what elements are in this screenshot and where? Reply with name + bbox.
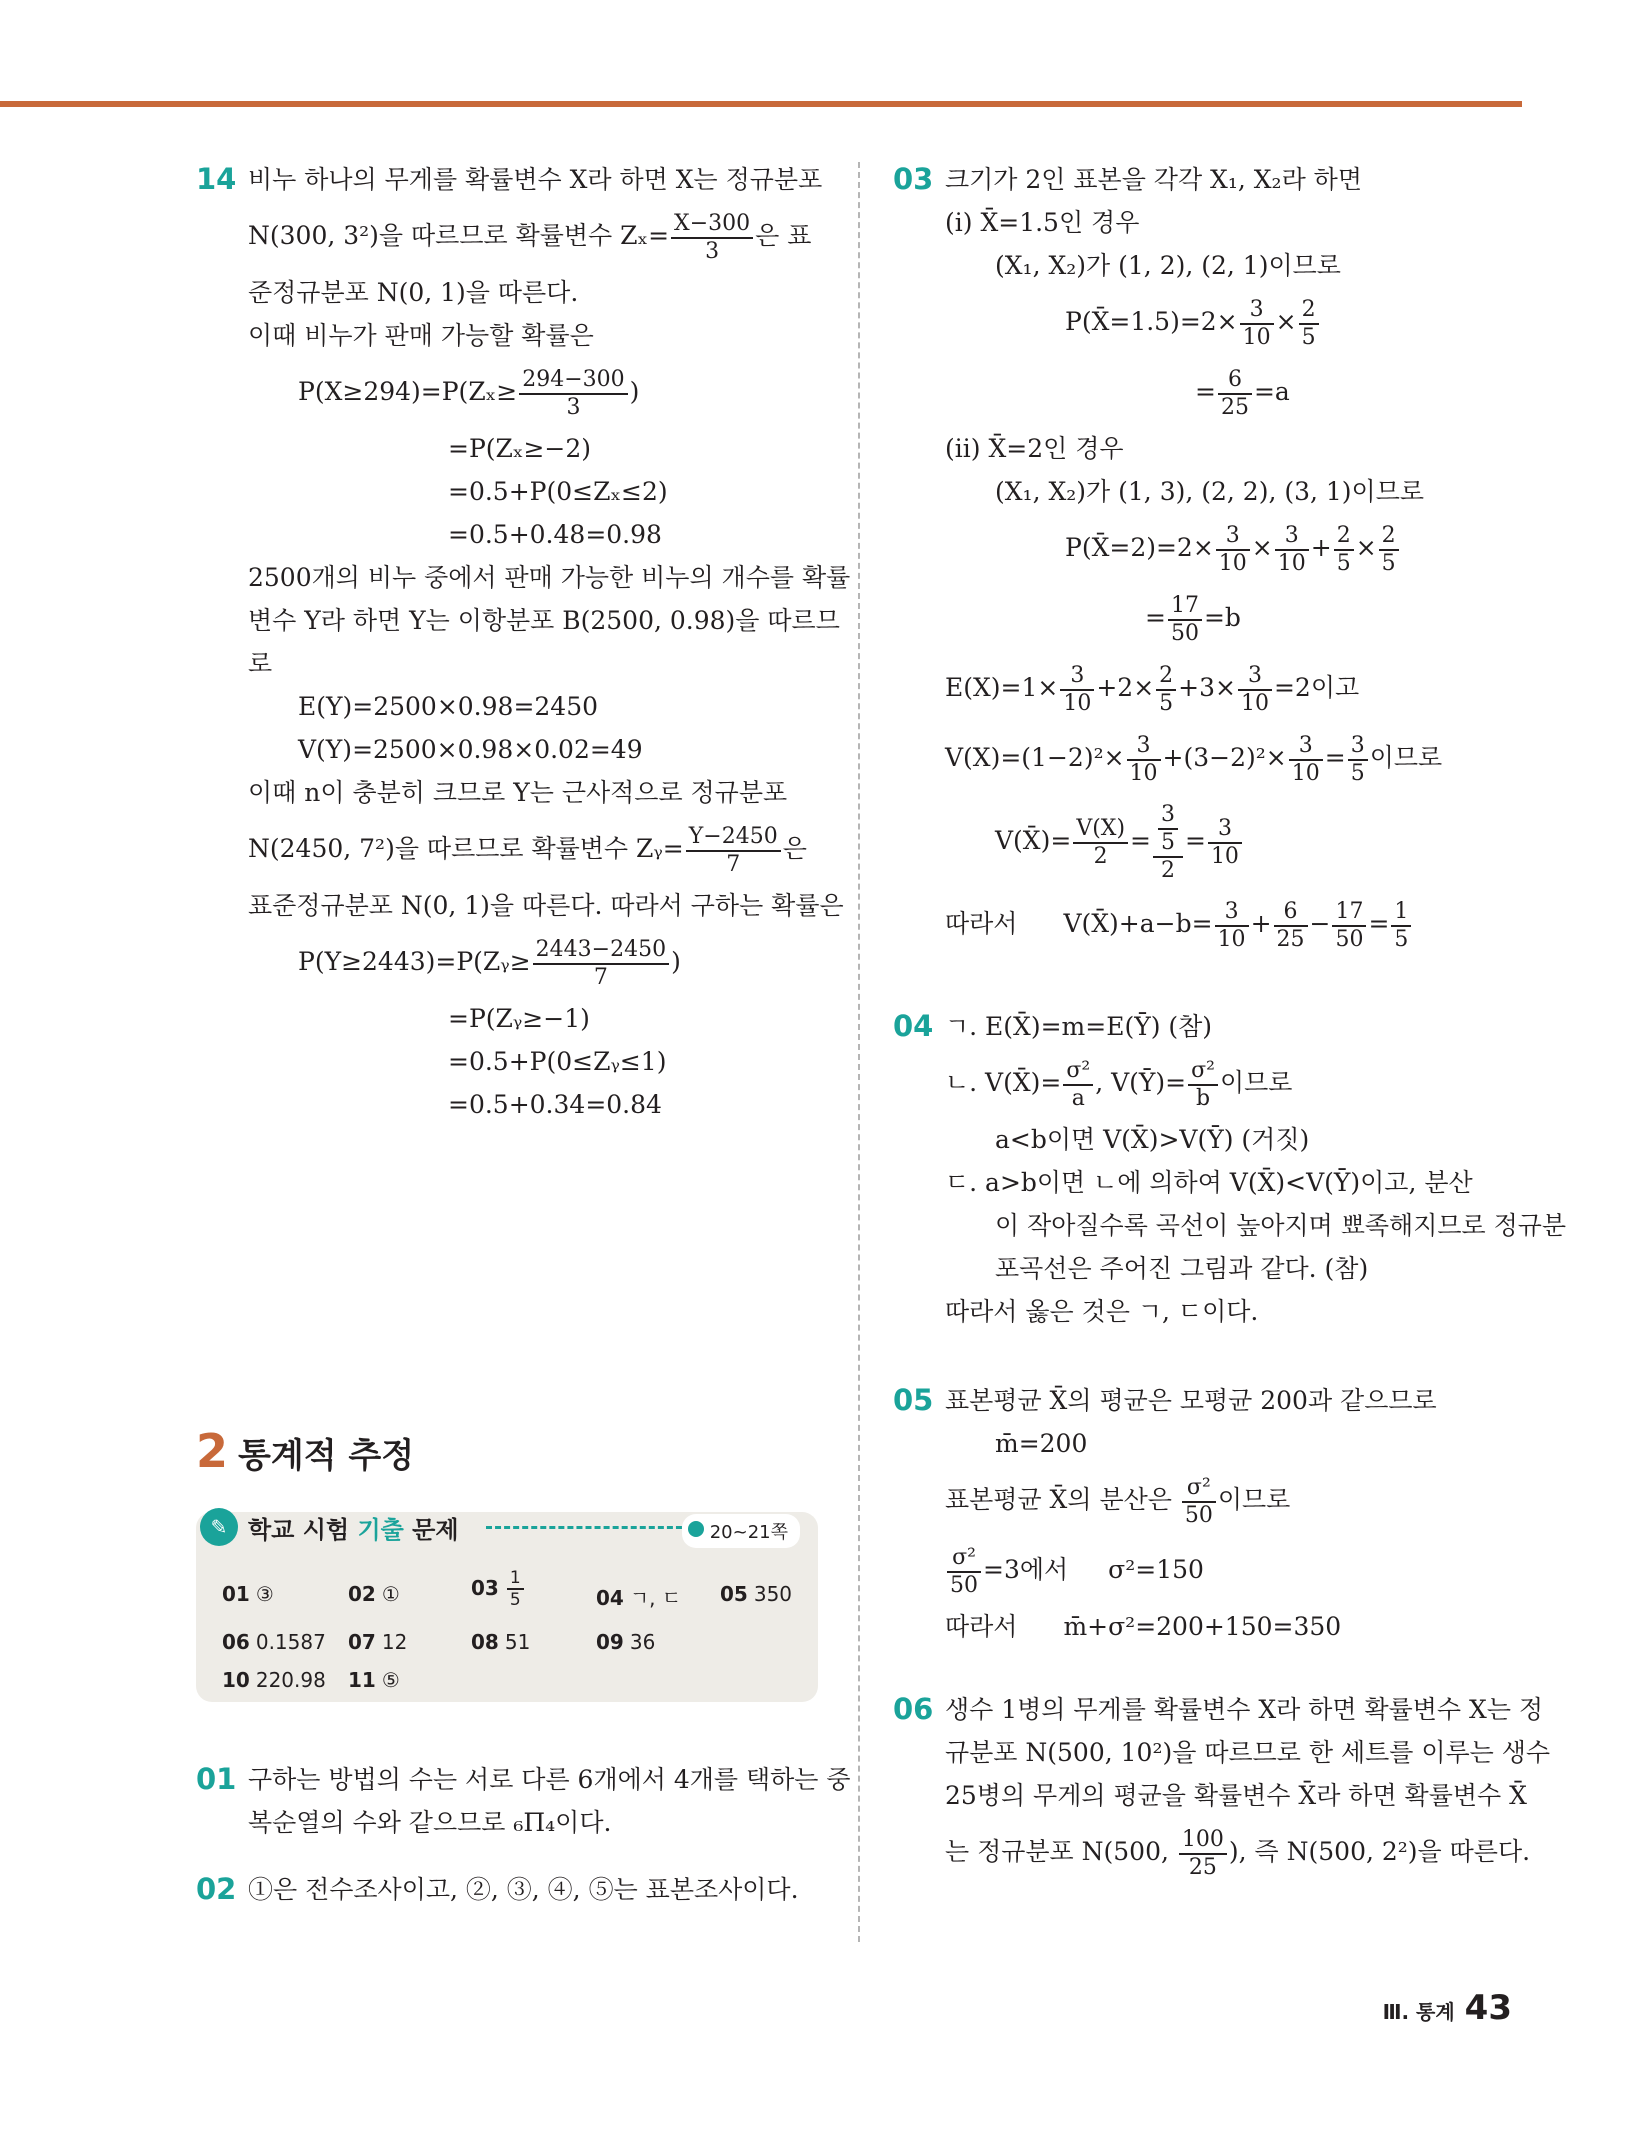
text: ) [671,947,681,976]
text: = [1368,909,1390,938]
denominator: 10 [1291,760,1320,786]
fraction [1391,899,1411,953]
answer-value: 51 [504,1630,531,1654]
text: ), 즉 N(500, 2²)을 따른다. [1228,1837,1531,1866]
text-line: 25병의 무게의 평균을 확률변수 X̄라 하면 확률변수 X̄ [945,1781,1527,1810]
fraction [1216,523,1250,577]
text: =3에서 [983,1555,1069,1584]
answer-item [720,1582,792,1606]
equation: =0.5+P(0≤Zₓ≤2) [448,477,668,506]
compound-fraction [1153,802,1183,884]
text-line [945,1048,1533,1118]
text: − [1309,909,1331,938]
fraction [1168,593,1202,647]
numerator: 3 [1216,523,1250,551]
numerator: 3 [1215,899,1249,927]
denominator: 5 [1159,690,1174,716]
text: × [1275,307,1297,336]
fraction [1238,663,1272,717]
fraction [1348,733,1368,787]
answer-value: 220.98 [255,1668,326,1692]
text-line: ㄷ. a>b이면 ㄴ에 의하여 V(X̄)<V(Ȳ)이고, 분산 [945,1168,1473,1197]
fraction [1063,1058,1093,1112]
text: = [1324,743,1346,772]
answer-number: 02 [348,1582,376,1606]
answer-value: ⑤ [381,1668,400,1692]
numerator: σ² [947,1545,981,1573]
text-line: 2500개의 비누 중에서 판매 가능한 비누의 개수를 확률 [248,563,851,592]
text: 은 표 [755,221,812,250]
text-line [248,814,836,884]
answer-value: ③ [255,1582,274,1606]
denominator: 25 [1220,394,1249,420]
numerator: 17 [1168,593,1202,621]
text: N(300, 3²)을 따르므로 확률변수 Zₓ= [248,221,670,250]
numerator: 2 [1334,523,1354,551]
numerator: σ² [1182,1475,1216,1503]
denominator: 50 [950,1572,978,1598]
denominator: 3 [566,394,581,420]
text-line: 이 작아질수록 곡선이 높아지며 뾰족해지므로 정규분 [995,1211,1567,1240]
numerator: 3 [1289,733,1323,761]
problem-number: 14 [196,162,237,196]
text: N(2450, 7²)을 따르므로 확률변수 Zᵧ= [248,834,684,863]
answer-number: 10 [222,1668,250,1692]
text: =a [1253,377,1290,406]
text: + [1250,909,1272,938]
fraction [1332,899,1366,953]
fraction [1182,1475,1216,1529]
numerator: 3 [1238,663,1272,691]
numerator: 2 [1299,297,1319,325]
text-line: 이때 비누가 판매 가능할 확률은 [248,321,594,350]
text-line: 비누 하나의 무게를 확률변수 X라 하면 X는 정규분포 [248,165,823,194]
text: = [1184,826,1206,855]
right-column [893,158,1567,1887]
text-line: 복순열의 수와 같으므로 ₆Π₄이다. [248,1808,612,1837]
left-bottom-problems [196,1758,851,1911]
equation: E(Y)=2500×0.98=2450 [298,692,599,721]
denominator: 10 [1063,690,1092,716]
equation [945,287,1533,357]
denominator: 10 [1129,760,1158,786]
text-line: m̄=200 [995,1429,1088,1458]
chapter-label: Ⅲ. 통계 [1382,2000,1455,2024]
problem-number: 05 [893,1383,934,1417]
text: +3× [1178,673,1236,702]
text-line: 생수 1병의 무게를 확률변수 X라 하면 확률변수 X는 정 [945,1695,1544,1724]
numerator: 3 [1240,297,1274,325]
text: = [1195,377,1216,406]
fraction [1127,733,1161,787]
denominator: 5 [1336,550,1351,576]
numerator: 2 [1156,663,1176,691]
denominator: b [1195,1085,1211,1111]
denominator: 50 [1335,926,1364,952]
fraction [1215,899,1249,953]
text: 표본평균 X̄의 분산은 [945,1485,1180,1514]
text-line: (i) X̄=1.5인 경우 [945,208,1140,237]
fraction [1289,733,1323,787]
text: 학교 시험 [248,1515,358,1544]
text-line: ㄱ. E(X̄)=m=E(Ȳ) (참) [945,1012,1213,1041]
answer-item [471,1568,526,1610]
problem-number: 03 [893,162,934,196]
denominator: 10 [1217,926,1246,952]
text-line [945,1605,1533,1648]
equation: =P(Zₓ≥−2) [448,434,592,463]
equation [945,513,1533,583]
pencil-note-icon: ✎ [200,1508,238,1546]
text-line: ①은 전수조사이고, ②, ③, ④, ⑤는 표본조사이다. [248,1875,799,1904]
numerator: Y−2450 [686,824,781,852]
answer-item [222,1582,274,1606]
text: 이므로 [1369,743,1443,772]
numerator: 3 [1348,733,1368,761]
equation [945,793,1533,889]
answer-value: ㄱ, ㄷ [629,1586,682,1610]
answer-item [596,1582,681,1611]
numerator [1153,802,1183,858]
text-line: 변수 Y라 하면 Y는 이항분포 B(2500, 0.98)을 따르므 [248,606,840,635]
numerator: V(X) [1073,816,1128,844]
text: + [1310,533,1332,562]
text-line [248,201,836,271]
answer-value: 0.1587 [255,1630,326,1654]
page-number: 43 [1464,1988,1512,2028]
equation [945,889,1533,959]
text-line: 크기가 2인 표본을 각각 X₁, X₂라 하면 [945,165,1362,194]
denominator: 2 [1160,857,1175,883]
problem-01 [196,1758,851,1844]
text-line: 규분포 N(500, 10²)을 따르므로 한 세트를 이루는 생수 [945,1738,1551,1767]
left-column [196,158,851,1126]
exam-header [196,1504,459,1550]
fraction [1299,297,1319,351]
text: σ²=150 [1108,1555,1204,1584]
fraction [686,824,781,878]
text-line: 표준정규분포 N(0, 1)을 따른다. 따라서 구하는 확률은 [248,891,844,920]
denominator: 25 [1188,1854,1217,1880]
equation: V(Y)=2500×0.98×0.02=49 [298,735,643,764]
fraction [1218,367,1252,421]
fraction [533,937,669,991]
text: +2× [1096,673,1155,702]
answer-item [471,1630,530,1654]
problem-14 [196,158,851,1126]
text: ㄴ. V(X̄)= [945,1068,1062,1097]
problem-number: 04 [893,1009,934,1043]
fraction [671,211,753,265]
text: ) [629,377,640,406]
text: V(X̄)+a−b= [1063,909,1213,938]
text: × [1251,533,1273,562]
problem-number: 01 [196,1762,237,1796]
answer-item [348,1630,407,1654]
denominator: 10 [1240,690,1269,716]
fraction [1179,1827,1227,1881]
numerator: 17 [1332,899,1366,927]
denominator: 50 [1184,1502,1213,1528]
numerator: 100 [1179,1827,1227,1855]
text: V(X̄)= [995,826,1072,855]
answer-item [348,1582,400,1606]
fraction [1188,1058,1218,1112]
equation: =P(Zᵧ≥−1) [448,1004,590,1033]
numerator: 3 [1158,802,1178,830]
numerator: σ² [1188,1058,1218,1086]
text: =b [1203,603,1241,632]
numerator: 6 [1218,367,1252,395]
answer-number: 06 [222,1630,250,1654]
answer-number: 04 [596,1586,624,1610]
equation: =0.5+P(0≤Zᵧ≤1) [448,1047,667,1076]
text-line: (ii) X̄=2인 경우 [945,434,1124,463]
text: 은 [782,834,807,863]
answer-number: 11 [348,1668,376,1692]
exam-title [248,1510,459,1545]
fraction [1379,523,1399,577]
problem-05 [893,1379,1533,1648]
equation: =0.5+0.48=0.98 [448,520,662,549]
denominator: 5 [1394,926,1409,952]
numerator: 2 [1379,523,1399,551]
text: 이므로 [1217,1485,1291,1514]
text-line: 표본평균 X̄의 평균은 모평균 200과 같으므로 [945,1386,1437,1415]
numerator: 3 [1127,733,1161,761]
section-title [196,1424,414,1478]
text: P(Y≥2443)=P(Zᵧ≥ [298,947,531,976]
denominator: 25 [1276,926,1305,952]
answer-number: 08 [471,1630,499,1654]
answer-value: ① [381,1582,400,1606]
answer-item [222,1630,326,1654]
answer-number: 05 [720,1582,748,1606]
text-line: 구하는 방법의 수는 서로 다른 6개에서 4개를 택하는 중 [248,1765,851,1794]
fraction [1274,899,1308,953]
text-line: 준정규분포 N(0, 1)을 따른다. [248,278,579,307]
text-line: (X₁, X₂)가 (1, 3), (2, 2), (3, 1)이므로 [995,477,1425,506]
text: , V(Ȳ)= [1095,1068,1187,1097]
answer-value: 350 [753,1582,793,1606]
numerator: 1 [507,1568,524,1590]
numerator: 3 [1208,816,1242,844]
section-number: 2 [196,1424,229,1478]
answer-item [222,1668,326,1692]
text-line: 로 [248,649,273,678]
fraction [1208,816,1242,870]
page-footer [1383,1988,1512,2028]
text: V(X)=(1−2)²× [945,743,1125,772]
text: P(X̄=2)=2× [1065,533,1214,562]
denominator: 5 [1381,550,1396,576]
problem-06 [893,1688,1551,1887]
numerator: 1 [1391,899,1411,927]
denominator: 10 [1242,324,1271,350]
answer-item [348,1668,400,1692]
text: × [1355,533,1377,562]
text-line [945,1817,1533,1887]
denominator: 5 [1350,760,1365,786]
denominator: 7 [593,964,608,990]
fraction [1334,523,1354,577]
equation [248,357,836,427]
answer-number: 03 [471,1575,499,1600]
page-range-badge: 20~21쪽 [682,1514,800,1548]
denominator: 7 [726,851,741,877]
answer-value: 36 [629,1630,656,1654]
text: 따라서 [945,909,1018,938]
problem-number: 06 [893,1692,934,1726]
text: =2이고 [1273,673,1360,702]
answer-item [596,1630,655,1654]
text: 이므로 [1219,1068,1293,1097]
text: +(3−2)²× [1162,743,1287,772]
text-line [945,1535,1533,1605]
fraction [519,367,627,421]
text-line [945,1465,1533,1535]
text-line: 따라서 옳은 것은 ㄱ, ㄷ이다. [945,1297,1259,1326]
text: 따라서 [945,1612,1018,1641]
problem-04 [893,1005,1567,1333]
denominator: 3 [705,238,720,264]
fraction [1156,663,1176,717]
text: 는 정규분포 N(500, [945,1837,1177,1866]
fraction [1073,816,1128,870]
text-highlight: 기출 [357,1515,404,1544]
text-line: 이때 n이 충분히 크므로 Y는 근사적으로 정규분포 [248,778,788,807]
equation [945,357,1533,427]
numerator: σ² [1063,1058,1093,1086]
problem-03 [893,158,1533,959]
text-line: 포곡선은 주어진 그림과 같다. (참) [995,1254,1369,1283]
problem-number: 02 [196,1872,237,1906]
exam-answer-box [196,1512,818,1702]
fraction [1275,523,1309,577]
numerator: 294−300 [519,367,627,395]
equation [945,723,1533,793]
fraction [1240,297,1274,351]
text: = [1130,826,1151,855]
fraction [947,1545,981,1599]
text: m̄+σ²=200+150=350 [1063,1612,1342,1641]
text: P(X̄=1.5)=2× [1065,307,1238,336]
top-rule [0,101,1522,107]
denominator: 5 [1160,829,1175,855]
text: 문제 [403,1515,459,1544]
numerator: X−300 [671,211,753,239]
answer-number: 01 [222,1582,250,1606]
numerator: 3 [1275,523,1309,551]
text: = [1145,603,1166,632]
fraction [507,1568,524,1610]
column-divider [858,162,860,1942]
section-heading: 통계적 추정 [238,1436,415,1476]
denominator: 50 [1170,620,1199,646]
numerator: 3 [1060,663,1094,691]
text: E(X)=1× [945,673,1059,702]
denominator: 10 [1210,843,1239,869]
denominator: a [1071,1085,1085,1111]
answer-number: 09 [596,1630,624,1654]
answer-number: 07 [348,1630,376,1654]
denominator: 5 [1301,324,1316,350]
text: P(X≥294)=P(Zₓ≥ [298,377,518,406]
denominator: 5 [509,1590,521,1610]
problem-02 [196,1868,836,1911]
equation [945,653,1533,723]
text-line: a<b이면 V(X̄)>V(Ȳ) (거짓) [995,1125,1310,1154]
numerator: 6 [1274,899,1308,927]
numerator: 2443−2450 [533,937,669,965]
equation [248,927,836,997]
denominator: 2 [1093,843,1108,869]
fraction [1158,802,1178,856]
dashed-connector [486,1526,691,1529]
fraction [1060,663,1094,717]
text-line: (X₁, X₂)가 (1, 2), (2, 1)이므로 [995,251,1341,280]
equation [945,583,1533,653]
denominator: 10 [1277,550,1306,576]
denominator: 10 [1218,550,1247,576]
equation: =0.5+0.34=0.84 [448,1090,662,1119]
answer-value: 12 [381,1630,408,1654]
